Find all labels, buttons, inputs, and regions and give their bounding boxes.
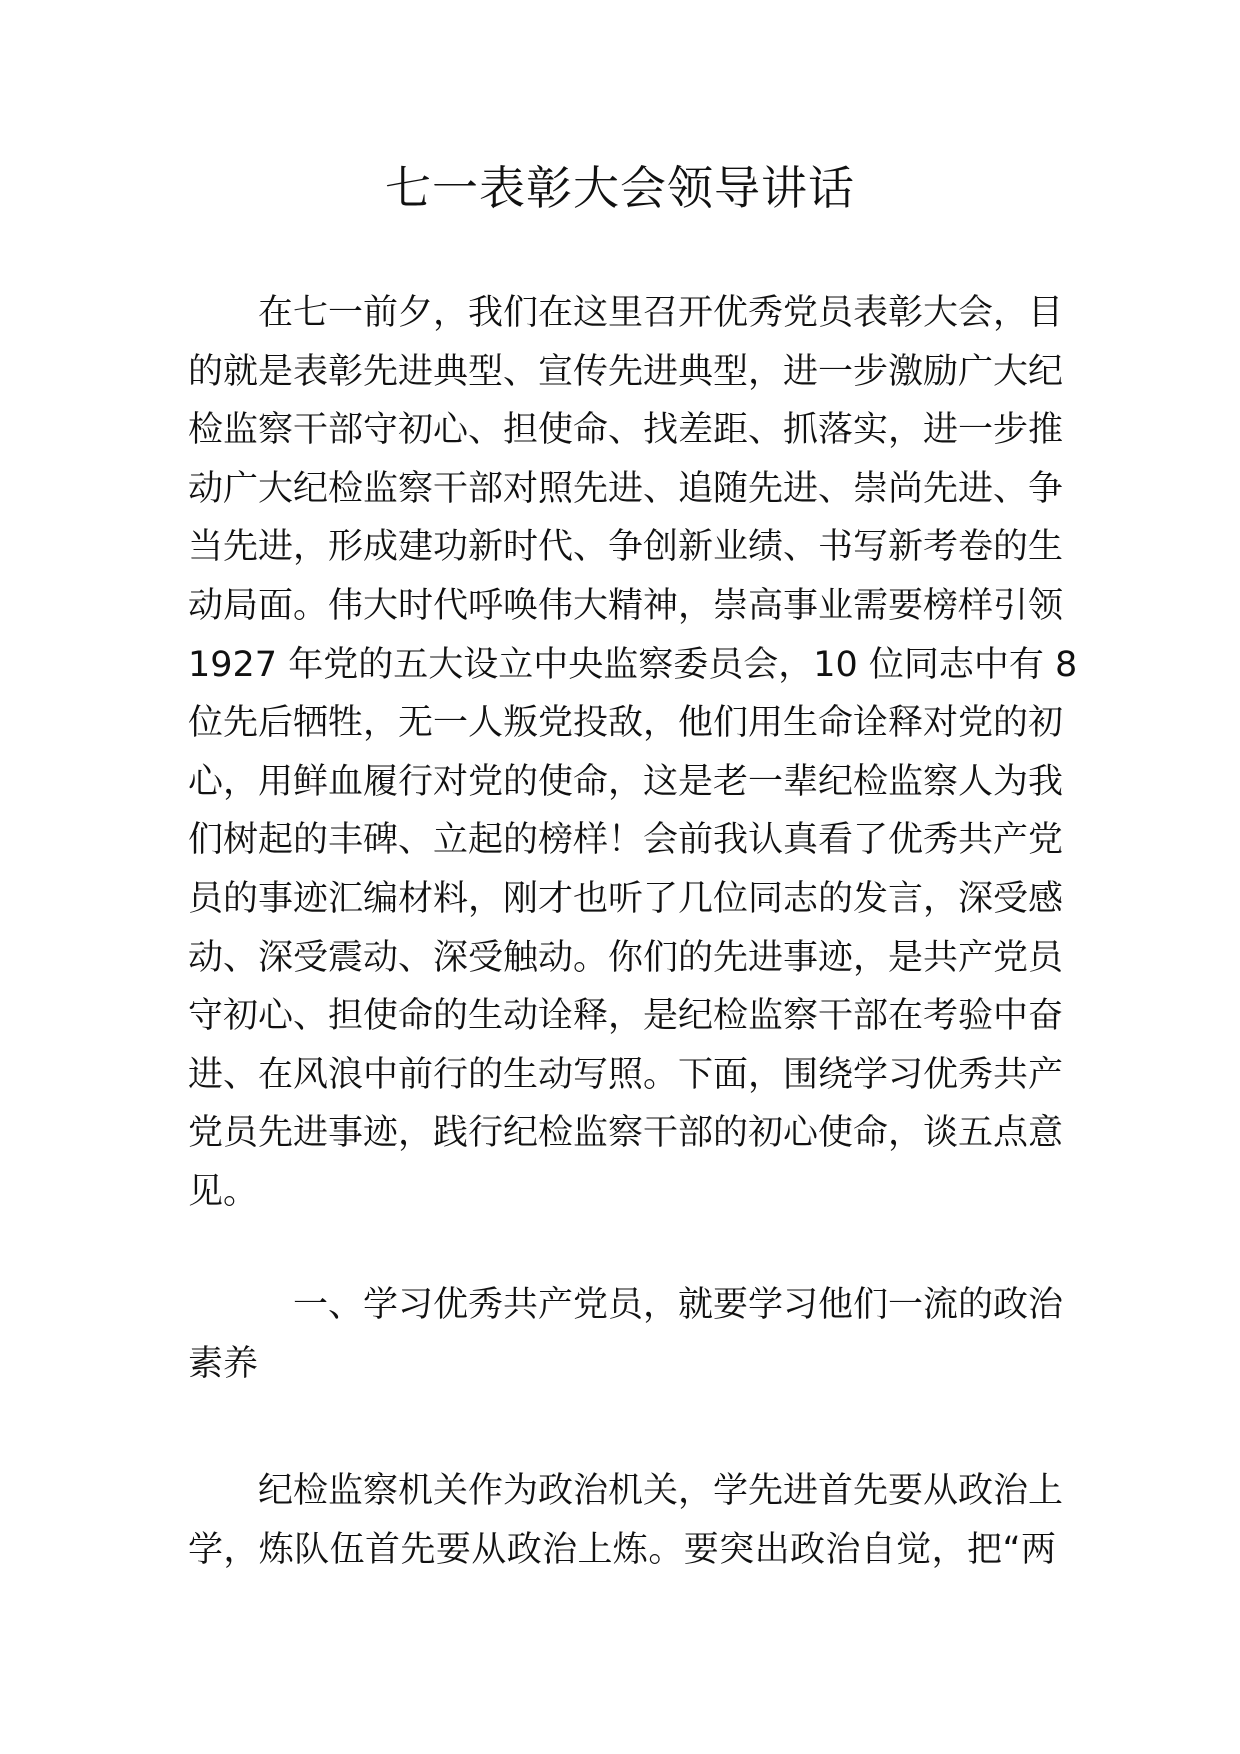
section-heading-1 <box>188 1276 1064 1393</box>
paragraph-line: 动局面。伟大时代呼唤伟大精神，崇高事业需要榜样引领 <box>188 585 1064 626</box>
paragraph-line: 检监察干部守初心、担使命、找差距、抓落实，进一步推 <box>188 410 1064 451</box>
paragraph-line: 位先后牺牲，无一人叛党投敌，他们用生命诠释对党的初 <box>188 703 1064 744</box>
paragraph-line: 动、深受震动、深受触动。你们的先进事迹，是共产党员 <box>188 937 1064 978</box>
paragraph-line: 们树起的丰碑、立起的榜样！会前我认真看了优秀共产党 <box>188 820 1064 861</box>
heading-line: 一、学习优秀共产党员，就要学习他们一流的政治 <box>188 1285 1064 1325</box>
paragraph-line: 学，炼队伍首先要从政治上炼。要突出政治自觉，把“两 <box>188 1529 1056 1570</box>
paragraph-line: 心，用鲜血履行对党的使命，这是老一辈纪检监察人为我 <box>188 761 1064 802</box>
heading-line: 素养 <box>188 1343 259 1384</box>
document-title: 七一表彰大会领导讲话 <box>385 161 855 215</box>
paragraph-line: 进、在风浪中前行的生动写照。下面，围绕学习优秀共产 <box>188 1054 1064 1095</box>
paragraph-line: 员的事迹汇编材料，刚才也听了几位同志的发言，深受感 <box>188 878 1064 919</box>
paragraph-line: 1927 年党的五大设立中央监察委员会，10 位同志中有 8 <box>188 644 1078 685</box>
paragraph-line: 动广大纪检监察干部对照先进、追随先进、崇尚先进、争 <box>188 468 1064 509</box>
section-1-paragraph <box>188 1462 1064 1579</box>
paragraph-line: 党员先进事迹，践行纪检监察干部的初心使命，谈五点意 <box>188 1113 1064 1154</box>
paragraph-line: 当先进，形成建功新时代、争创新业绩、书写新考卷的生 <box>188 527 1064 568</box>
paragraph-line: 纪检监察机关作为政治机关，学先进首先要从政治上 <box>188 1471 1064 1511</box>
intro-paragraph <box>188 284 1078 1222</box>
paragraph-line: 在七一前夕，我们在这里召开优秀党员表彰大会，目 <box>188 293 1064 333</box>
paragraph-line: 见。 <box>188 1171 259 1212</box>
paragraph-line: 的就是表彰先进典型、宣传先进典型，进一步激励广大纪 <box>188 351 1064 392</box>
paragraph-line: 守初心、担使命的生动诠释，是纪检监察干部在考验中奋 <box>188 996 1064 1037</box>
